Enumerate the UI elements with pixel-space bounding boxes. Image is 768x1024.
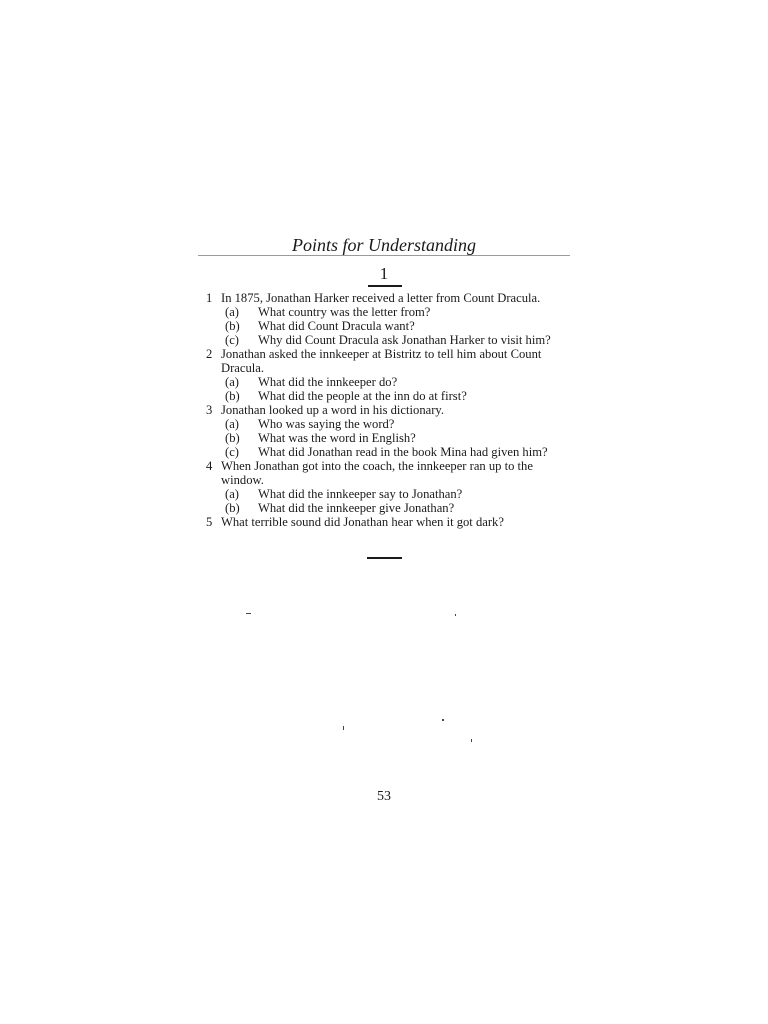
question-number: 3	[206, 403, 213, 417]
sub-question-text: Who was saying the word?	[258, 417, 395, 431]
sub-question-text: What did Count Dracula want?	[258, 319, 415, 333]
sub-question	[206, 389, 578, 403]
question-item	[206, 347, 578, 403]
sub-question	[206, 319, 578, 333]
question-item	[206, 459, 578, 515]
sub-question	[206, 417, 578, 431]
question-text: Jonathan asked the innkeeper at Bistritz to tell him about Count	[221, 347, 542, 361]
sub-question-text: Why did Count Dracula ask Jonathan Harker to visit him?	[258, 333, 551, 347]
question-text-continuation: window.	[221, 473, 264, 487]
sub-question-letter: (a)	[225, 375, 239, 389]
question-text: Jonathan looked up a word in his dictionary.	[221, 403, 445, 417]
sub-question-letter: (b)	[225, 389, 240, 403]
sub-question-letter: (a)	[225, 305, 239, 319]
sub-question-letter: (b)	[225, 501, 240, 515]
question-text: What terrible sound did Jonathan hear when it got dark?	[221, 515, 504, 529]
sub-question-letter: (b)	[225, 431, 240, 445]
chapter-number: 1	[379, 264, 389, 283]
question-text: When Jonathan got into the coach, the innkeeper ran up to the	[221, 459, 533, 473]
sub-question	[206, 375, 578, 389]
question-item	[206, 515, 578, 529]
question-list	[206, 291, 578, 529]
sub-question-text: What country was the letter from?	[258, 305, 431, 319]
page-number: 53	[377, 789, 391, 804]
question-number: 2	[206, 347, 213, 361]
sub-question-letter: (c)	[225, 445, 239, 459]
scan-speck	[246, 613, 251, 614]
sub-question-text: What did the innkeeper give Jonathan?	[258, 501, 455, 515]
sub-question	[206, 305, 578, 319]
question-number: 1	[206, 291, 213, 305]
section-end-rule	[367, 557, 402, 559]
sub-question-text: What was the word in English?	[258, 431, 416, 445]
sub-question-letter: (b)	[225, 319, 240, 333]
question-number: 5	[206, 515, 213, 529]
sub-question-text: What did the people at the inn do at first?	[258, 389, 467, 403]
scan-speck	[343, 726, 344, 730]
sub-question	[206, 501, 578, 515]
question-text-continuation: Dracula.	[221, 361, 265, 375]
scan-speck	[455, 614, 456, 616]
sub-question-letter: (c)	[225, 333, 239, 347]
scan-speck	[471, 739, 472, 742]
sub-question-text: What did the innkeeper say to Jonathan?	[258, 487, 463, 501]
scan-speck	[442, 719, 444, 721]
sub-question-letter: (a)	[225, 417, 239, 431]
sub-question-text: What did Jonathan read in the book Mina had given him?	[258, 445, 548, 459]
chapter-underline	[368, 285, 402, 287]
sub-question	[206, 487, 578, 501]
question-item	[206, 291, 578, 347]
sub-question-letter: (a)	[225, 487, 239, 501]
section-title: Points for Understanding	[291, 235, 476, 255]
title-divider	[198, 255, 570, 256]
sub-question	[206, 445, 578, 459]
sub-question-text: What did the innkeeper do?	[258, 375, 398, 389]
question-number: 4	[206, 459, 213, 473]
question-item	[206, 403, 578, 459]
sub-question	[206, 333, 578, 347]
sub-question	[206, 431, 578, 445]
question-text: In 1875, Jonathan Harker received a letter from Count Dracula.	[221, 291, 541, 305]
